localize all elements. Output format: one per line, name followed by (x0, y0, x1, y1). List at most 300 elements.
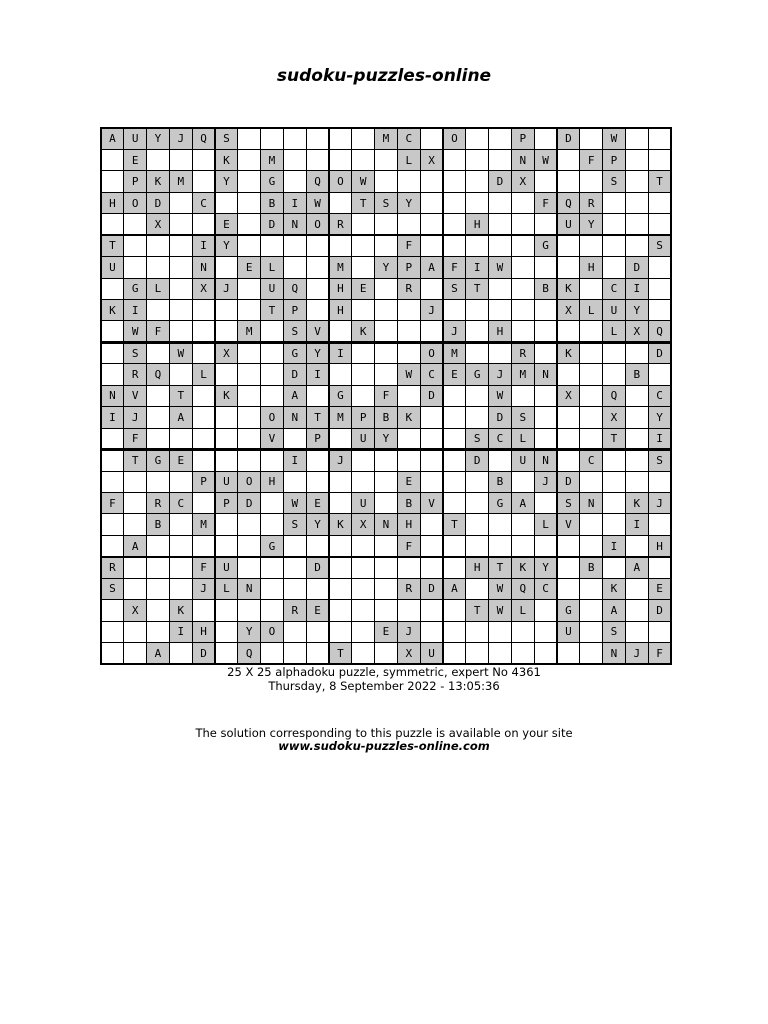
grid-cell[interactable] (192, 557, 215, 578)
grid-cell[interactable] (147, 321, 170, 342)
grid-cell[interactable] (169, 321, 192, 342)
grid-cell[interactable] (192, 321, 215, 342)
grid-cell[interactable] (352, 149, 375, 170)
grid-cell[interactable] (489, 407, 512, 428)
grid-cell[interactable] (329, 321, 352, 342)
grid-cell[interactable] (648, 300, 671, 321)
grid-cell[interactable] (534, 235, 557, 256)
grid-cell[interactable] (192, 192, 215, 213)
grid-cell[interactable] (648, 171, 671, 192)
grid-cell[interactable] (306, 514, 329, 535)
grid-cell[interactable] (580, 321, 603, 342)
grid-cell[interactable] (534, 214, 557, 235)
grid-cell[interactable] (124, 257, 147, 278)
grid-cell[interactable] (261, 300, 284, 321)
grid-cell[interactable] (261, 171, 284, 192)
grid-cell[interactable] (466, 192, 489, 213)
grid-cell[interactable] (238, 471, 261, 492)
grid-cell[interactable] (169, 214, 192, 235)
grid-cell[interactable] (352, 235, 375, 256)
grid-cell[interactable] (352, 450, 375, 471)
grid-cell[interactable] (283, 364, 306, 385)
grid-cell[interactable] (375, 235, 398, 256)
grid-cell[interactable] (420, 235, 443, 256)
grid-cell[interactable] (329, 643, 352, 664)
grid-cell[interactable] (283, 192, 306, 213)
grid-cell[interactable] (261, 128, 284, 149)
grid-cell[interactable] (147, 192, 170, 213)
grid-cell[interactable] (625, 257, 648, 278)
grid-cell[interactable] (557, 514, 580, 535)
grid-cell[interactable] (397, 128, 420, 149)
grid-cell[interactable] (420, 128, 443, 149)
grid-cell[interactable] (329, 450, 352, 471)
grid-cell[interactable] (283, 535, 306, 556)
grid-cell[interactable] (375, 128, 398, 149)
grid-cell[interactable] (192, 428, 215, 449)
grid-cell[interactable] (192, 342, 215, 363)
grid-cell[interactable] (534, 535, 557, 556)
grid-cell[interactable] (261, 192, 284, 213)
grid-cell[interactable] (625, 557, 648, 578)
grid-cell[interactable] (329, 171, 352, 192)
grid-cell[interactable] (443, 149, 466, 170)
grid-cell[interactable] (397, 214, 420, 235)
grid-cell[interactable] (101, 192, 124, 213)
grid-cell[interactable] (511, 600, 534, 621)
grid-cell[interactable] (397, 385, 420, 406)
grid-cell[interactable] (375, 385, 398, 406)
grid-cell[interactable] (375, 600, 398, 621)
grid-cell[interactable] (283, 621, 306, 642)
grid-cell[interactable] (420, 621, 443, 642)
grid-cell[interactable] (306, 342, 329, 363)
grid-cell[interactable] (261, 257, 284, 278)
grid-cell[interactable] (648, 149, 671, 170)
grid-cell[interactable] (124, 428, 147, 449)
grid-cell[interactable] (215, 471, 238, 492)
grid-cell[interactable] (215, 257, 238, 278)
grid-cell[interactable] (557, 192, 580, 213)
grid-cell[interactable] (124, 621, 147, 642)
grid-cell[interactable] (557, 278, 580, 299)
grid-cell[interactable] (625, 643, 648, 664)
grid-cell[interactable] (147, 450, 170, 471)
grid-cell[interactable] (215, 557, 238, 578)
grid-cell[interactable] (215, 492, 238, 513)
grid-cell[interactable] (534, 428, 557, 449)
grid-cell[interactable] (169, 342, 192, 363)
grid-cell[interactable] (420, 171, 443, 192)
grid-cell[interactable] (215, 149, 238, 170)
grid-cell[interactable] (625, 128, 648, 149)
grid-cell[interactable] (648, 514, 671, 535)
grid-cell[interactable] (306, 600, 329, 621)
grid-cell[interactable] (648, 192, 671, 213)
grid-cell[interactable] (466, 171, 489, 192)
grid-cell[interactable] (101, 214, 124, 235)
grid-cell[interactable] (489, 578, 512, 599)
grid-cell[interactable] (169, 557, 192, 578)
grid-cell[interactable] (489, 214, 512, 235)
grid-cell[interactable] (101, 643, 124, 664)
grid-cell[interactable] (124, 300, 147, 321)
grid-cell[interactable] (443, 578, 466, 599)
grid-cell[interactable] (397, 342, 420, 363)
grid-cell[interactable] (169, 578, 192, 599)
grid-cell[interactable] (215, 535, 238, 556)
grid-cell[interactable] (352, 492, 375, 513)
grid-cell[interactable] (101, 471, 124, 492)
grid-cell[interactable] (557, 128, 580, 149)
grid-cell[interactable] (534, 621, 557, 642)
grid-cell[interactable] (603, 257, 626, 278)
grid-cell[interactable] (192, 235, 215, 256)
grid-cell[interactable] (397, 535, 420, 556)
grid-cell[interactable] (466, 235, 489, 256)
grid-cell[interactable] (489, 342, 512, 363)
grid-cell[interactable] (147, 643, 170, 664)
grid-cell[interactable] (375, 557, 398, 578)
grid-cell[interactable] (352, 643, 375, 664)
grid-cell[interactable] (147, 600, 170, 621)
grid-cell[interactable] (329, 600, 352, 621)
grid-cell[interactable] (124, 471, 147, 492)
grid-cell[interactable] (557, 321, 580, 342)
grid-cell[interactable] (511, 342, 534, 363)
grid-cell[interactable] (124, 578, 147, 599)
grid-cell[interactable] (443, 171, 466, 192)
grid-cell[interactable] (603, 578, 626, 599)
grid-cell[interactable] (534, 364, 557, 385)
grid-cell[interactable] (625, 364, 648, 385)
grid-cell[interactable] (261, 643, 284, 664)
grid-cell[interactable] (375, 364, 398, 385)
grid-cell[interactable] (580, 450, 603, 471)
grid-cell[interactable] (511, 257, 534, 278)
grid-cell[interactable] (352, 407, 375, 428)
grid-cell[interactable] (625, 342, 648, 363)
grid-cell[interactable] (329, 214, 352, 235)
grid-cell[interactable] (603, 514, 626, 535)
grid-cell[interactable] (306, 257, 329, 278)
grid-cell[interactable] (397, 149, 420, 170)
grid-cell[interactable] (603, 214, 626, 235)
grid-cell[interactable] (101, 385, 124, 406)
grid-cell[interactable] (511, 643, 534, 664)
grid-cell[interactable] (306, 385, 329, 406)
grid-cell[interactable] (375, 535, 398, 556)
grid-cell[interactable] (557, 300, 580, 321)
grid-cell[interactable] (489, 600, 512, 621)
grid-cell[interactable] (443, 428, 466, 449)
grid-cell[interactable] (329, 385, 352, 406)
grid-cell[interactable] (557, 600, 580, 621)
grid-cell[interactable] (557, 214, 580, 235)
grid-cell[interactable] (215, 407, 238, 428)
grid-cell[interactable] (511, 428, 534, 449)
grid-cell[interactable] (147, 385, 170, 406)
grid-cell[interactable] (147, 578, 170, 599)
grid-cell[interactable] (283, 128, 306, 149)
grid-cell[interactable] (397, 364, 420, 385)
grid-cell[interactable] (603, 149, 626, 170)
grid-cell[interactable] (648, 385, 671, 406)
grid-cell[interactable] (511, 235, 534, 256)
grid-cell[interactable] (466, 621, 489, 642)
grid-cell[interactable] (238, 171, 261, 192)
grid-cell[interactable] (283, 471, 306, 492)
grid-cell[interactable] (169, 621, 192, 642)
grid-cell[interactable] (215, 321, 238, 342)
grid-cell[interactable] (397, 407, 420, 428)
grid-cell[interactable] (283, 514, 306, 535)
grid-cell[interactable] (557, 557, 580, 578)
grid-cell[interactable] (101, 600, 124, 621)
grid-cell[interactable] (101, 128, 124, 149)
grid-cell[interactable] (420, 342, 443, 363)
grid-cell[interactable] (261, 578, 284, 599)
grid-cell[interactable] (192, 407, 215, 428)
grid-cell[interactable] (261, 235, 284, 256)
grid-cell[interactable] (603, 364, 626, 385)
grid-cell[interactable] (261, 428, 284, 449)
grid-cell[interactable] (375, 471, 398, 492)
grid-cell[interactable] (238, 535, 261, 556)
grid-cell[interactable] (238, 600, 261, 621)
grid-cell[interactable] (192, 257, 215, 278)
grid-cell[interactable] (580, 149, 603, 170)
grid-cell[interactable] (352, 300, 375, 321)
grid-cell[interactable] (580, 492, 603, 513)
grid-cell[interactable] (215, 128, 238, 149)
grid-cell[interactable] (261, 342, 284, 363)
grid-cell[interactable] (124, 235, 147, 256)
grid-cell[interactable] (625, 149, 648, 170)
grid-cell[interactable] (238, 450, 261, 471)
grid-cell[interactable] (306, 492, 329, 513)
grid-cell[interactable] (124, 450, 147, 471)
grid-cell[interactable] (511, 557, 534, 578)
grid-cell[interactable] (283, 342, 306, 363)
grid-cell[interactable] (557, 257, 580, 278)
grid-cell[interactable] (489, 300, 512, 321)
grid-cell[interactable] (215, 578, 238, 599)
grid-cell[interactable] (420, 428, 443, 449)
grid-cell[interactable] (625, 600, 648, 621)
grid-cell[interactable] (397, 171, 420, 192)
grid-cell[interactable] (238, 407, 261, 428)
grid-cell[interactable] (101, 257, 124, 278)
grid-cell[interactable] (215, 643, 238, 664)
grid-cell[interactable] (283, 321, 306, 342)
grid-cell[interactable] (443, 643, 466, 664)
grid-cell[interactable] (169, 257, 192, 278)
grid-cell[interactable] (603, 492, 626, 513)
grid-cell[interactable] (124, 535, 147, 556)
grid-cell[interactable] (511, 407, 534, 428)
grid-cell[interactable] (534, 600, 557, 621)
grid-cell[interactable] (466, 214, 489, 235)
grid-cell[interactable] (192, 535, 215, 556)
grid-cell[interactable] (489, 557, 512, 578)
grid-cell[interactable] (648, 471, 671, 492)
grid-cell[interactable] (124, 407, 147, 428)
grid-cell[interactable] (580, 128, 603, 149)
grid-cell[interactable] (580, 192, 603, 213)
grid-cell[interactable] (283, 300, 306, 321)
grid-cell[interactable] (443, 300, 466, 321)
grid-cell[interactable] (261, 450, 284, 471)
grid-cell[interactable] (489, 428, 512, 449)
grid-cell[interactable] (534, 471, 557, 492)
grid-cell[interactable] (101, 235, 124, 256)
grid-cell[interactable] (534, 643, 557, 664)
grid-cell[interactable] (580, 428, 603, 449)
grid-cell[interactable] (215, 600, 238, 621)
grid-cell[interactable] (329, 471, 352, 492)
grid-cell[interactable] (557, 643, 580, 664)
grid-cell[interactable] (147, 621, 170, 642)
grid-cell[interactable] (124, 278, 147, 299)
grid-cell[interactable] (352, 128, 375, 149)
grid-cell[interactable] (329, 235, 352, 256)
grid-cell[interactable] (101, 428, 124, 449)
grid-cell[interactable] (534, 557, 557, 578)
grid-cell[interactable] (238, 621, 261, 642)
grid-cell[interactable] (375, 621, 398, 642)
grid-cell[interactable] (397, 450, 420, 471)
grid-cell[interactable] (352, 600, 375, 621)
grid-cell[interactable] (147, 407, 170, 428)
grid-cell[interactable] (625, 578, 648, 599)
grid-cell[interactable] (603, 385, 626, 406)
grid-cell[interactable] (352, 514, 375, 535)
grid-cell[interactable] (511, 492, 534, 513)
grid-cell[interactable] (215, 621, 238, 642)
grid-cell[interactable] (420, 450, 443, 471)
grid-cell[interactable] (238, 578, 261, 599)
grid-cell[interactable] (329, 192, 352, 213)
grid-cell[interactable] (557, 385, 580, 406)
grid-cell[interactable] (169, 192, 192, 213)
grid-cell[interactable] (192, 514, 215, 535)
grid-cell[interactable] (124, 492, 147, 513)
grid-cell[interactable] (192, 171, 215, 192)
grid-cell[interactable] (580, 535, 603, 556)
grid-cell[interactable] (192, 149, 215, 170)
grid-cell[interactable] (603, 471, 626, 492)
grid-cell[interactable] (534, 278, 557, 299)
grid-cell[interactable] (580, 257, 603, 278)
grid-cell[interactable] (489, 471, 512, 492)
grid-cell[interactable] (169, 492, 192, 513)
grid-cell[interactable] (397, 643, 420, 664)
grid-cell[interactable] (557, 342, 580, 363)
grid-cell[interactable] (329, 578, 352, 599)
grid-cell[interactable] (352, 257, 375, 278)
grid-cell[interactable] (466, 407, 489, 428)
grid-cell[interactable] (625, 450, 648, 471)
grid-cell[interactable] (169, 128, 192, 149)
grid-cell[interactable] (648, 214, 671, 235)
grid-cell[interactable] (192, 128, 215, 149)
grid-cell[interactable] (215, 300, 238, 321)
grid-cell[interactable] (375, 643, 398, 664)
grid-cell[interactable] (443, 535, 466, 556)
grid-cell[interactable] (238, 428, 261, 449)
grid-cell[interactable] (352, 385, 375, 406)
grid-cell[interactable] (534, 342, 557, 363)
grid-cell[interactable] (329, 428, 352, 449)
grid-cell[interactable] (603, 643, 626, 664)
grid-cell[interactable] (215, 278, 238, 299)
grid-cell[interactable] (261, 535, 284, 556)
grid-cell[interactable] (147, 235, 170, 256)
grid-cell[interactable] (329, 149, 352, 170)
grid-cell[interactable] (306, 535, 329, 556)
grid-cell[interactable] (261, 407, 284, 428)
grid-cell[interactable] (124, 149, 147, 170)
grid-cell[interactable] (580, 514, 603, 535)
grid-cell[interactable] (420, 557, 443, 578)
grid-cell[interactable] (215, 235, 238, 256)
grid-cell[interactable] (557, 578, 580, 599)
grid-cell[interactable] (306, 171, 329, 192)
grid-cell[interactable] (375, 407, 398, 428)
grid-cell[interactable] (101, 535, 124, 556)
grid-cell[interactable] (147, 257, 170, 278)
grid-cell[interactable] (192, 300, 215, 321)
site-url[interactable]: www.sudoku-puzzles-online.com (278, 739, 490, 753)
grid-cell[interactable] (397, 557, 420, 578)
grid-cell[interactable] (261, 278, 284, 299)
grid-cell[interactable] (603, 535, 626, 556)
grid-cell[interactable] (375, 192, 398, 213)
grid-cell[interactable] (147, 342, 170, 363)
grid-cell[interactable] (580, 385, 603, 406)
grid-cell[interactable] (306, 471, 329, 492)
grid-cell[interactable] (534, 257, 557, 278)
grid-cell[interactable] (580, 235, 603, 256)
grid-cell[interactable] (169, 385, 192, 406)
grid-cell[interactable] (489, 364, 512, 385)
grid-cell[interactable] (124, 385, 147, 406)
grid-cell[interactable] (329, 407, 352, 428)
grid-cell[interactable] (238, 643, 261, 664)
grid-cell[interactable] (534, 171, 557, 192)
grid-cell[interactable] (466, 643, 489, 664)
grid-cell[interactable] (352, 171, 375, 192)
grid-cell[interactable] (124, 557, 147, 578)
grid-cell[interactable] (420, 192, 443, 213)
grid-cell[interactable] (420, 385, 443, 406)
grid-cell[interactable] (511, 171, 534, 192)
grid-cell[interactable] (169, 278, 192, 299)
grid-cell[interactable] (238, 364, 261, 385)
grid-cell[interactable] (534, 300, 557, 321)
grid-cell[interactable] (443, 492, 466, 513)
grid-cell[interactable] (625, 235, 648, 256)
grid-cell[interactable] (352, 321, 375, 342)
grid-cell[interactable] (580, 600, 603, 621)
grid-cell[interactable] (306, 621, 329, 642)
grid-cell[interactable] (466, 450, 489, 471)
grid-cell[interactable] (147, 514, 170, 535)
grid-cell[interactable] (306, 450, 329, 471)
grid-cell[interactable] (375, 214, 398, 235)
grid-cell[interactable] (466, 128, 489, 149)
